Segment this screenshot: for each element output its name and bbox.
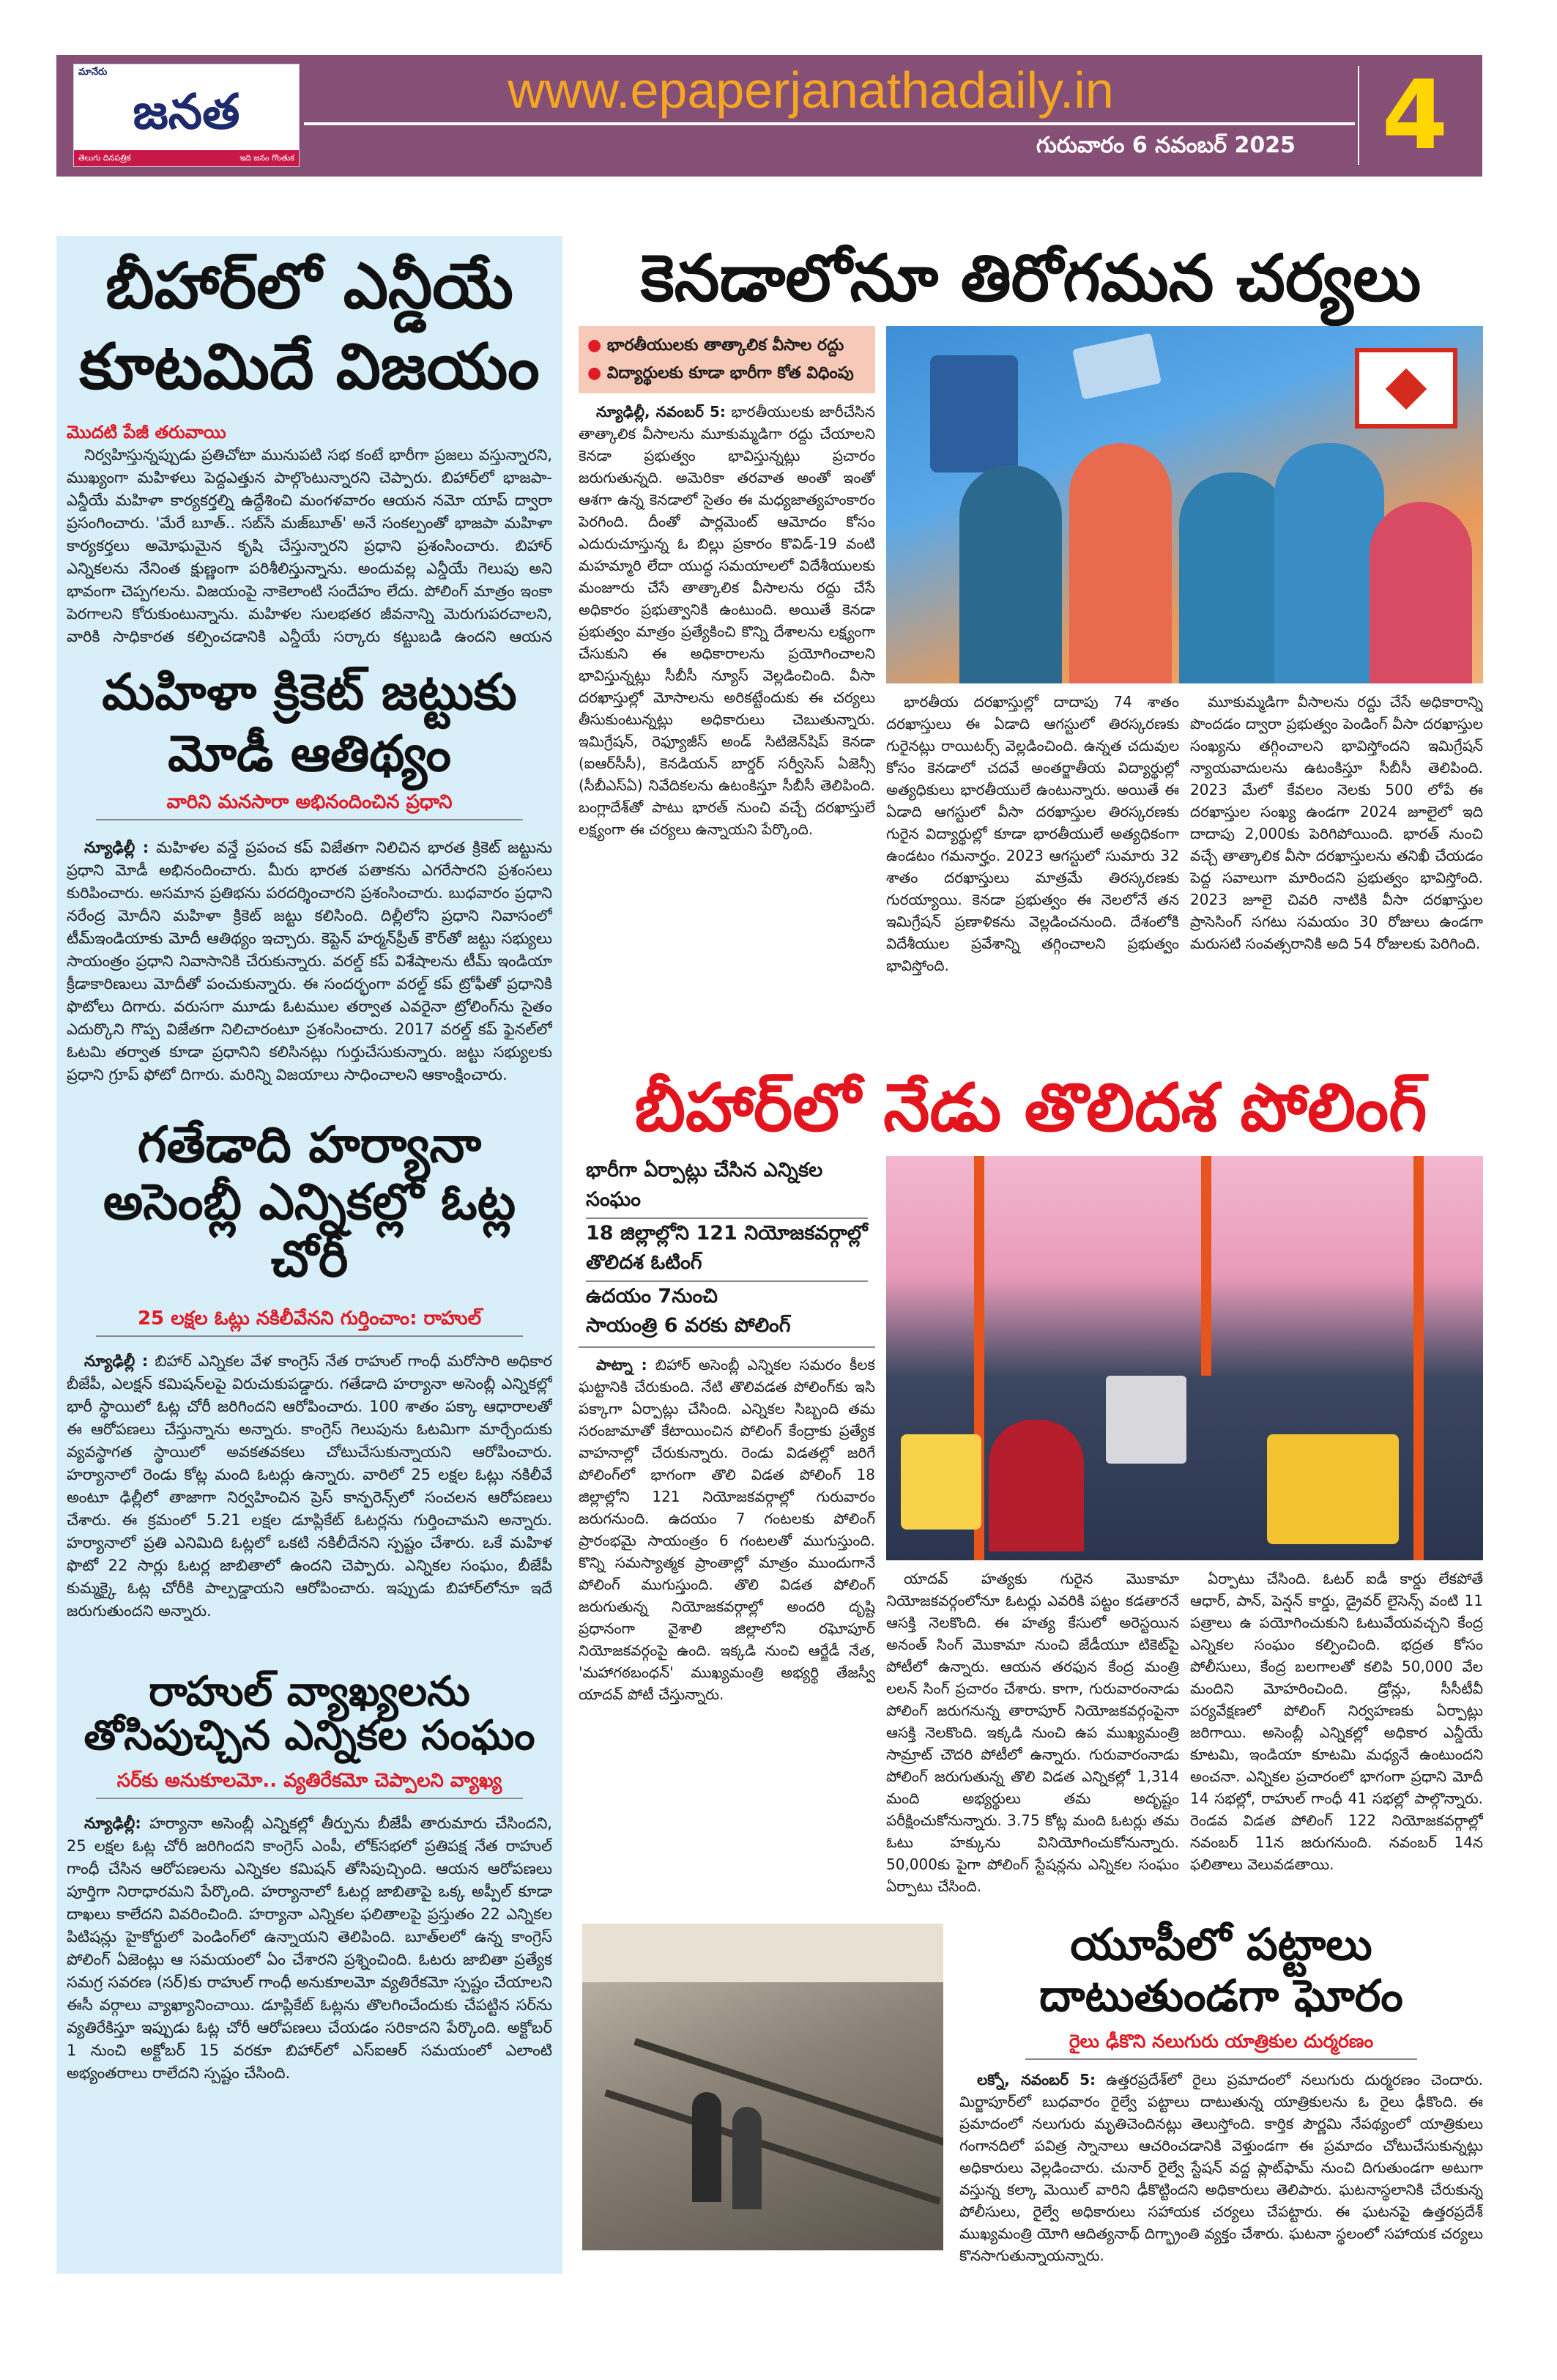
continued-kicker: మొదటి పేజీ తరువాయి	[67, 422, 226, 442]
paragraph-text: భారతీయ దరఖాస్తుల్లో దాదాపు 74 శాతం దరఖాస్తులు ఈ ఏడాది ఆగస్టులో తిరస్కరణకు గురైనట్లు రాయిటర్స్ వెల్లడించింది. ఉన్నత చదువుల కోసం కెనడాలో చదవే అంతర్జాతీయ విద్యార్థుల్లో అత్యధికులు భారతీయులే ఉంటున్నారు. అయితే ఈ ఏడాది ఆగస్టులో వీసా దరఖాస్తుల తిరస్కరణకు గురైన విద్యార్థుల్లో కూడా భారతీయులే అత్యధికంగా ఉండటం గమనార్హం. 2023 ఆగస్టులో సుమారు 32 శాతం దరఖాస్తులు మాత్రమే తిరస్కరణకు గురయ్యాయి. కెనడా ప్రభుత్వం ఈ నెలలోనే తన ఇమిగ్రేషన్ ప్రణాళికను వెల్లడించనుంది. దేశంలోకి విదేశీయుల ప్రవేశాన్ని తగ్గించాలని ప్రభుత్వం భావిస్తోంది.	[886, 693, 1179, 974]
paragraph-text: నిర్వహిస్తున్నప్పుడు ప్రతిచోటా మునుపటి సభ కంటే భారీగా ప్రజలు వస్తున్నారని, ముఖ్యంగా మహిళలు పెద్దఎత్తున పాల్గొంటున్నారని చెప్పారు. బిహార్‌లో భాజపా-ఎన్డీయే మహిళా కార్యకర్తల్ని ఉద్దేశించి మంగళవారం ఆయన నమో యాప్ ద్వారా ప్రసంగించారు. 'మేరే బూత్.. సబ్‌సే మజ్‌బూత్' అనే సంకల్పంతో భాజపా మహిళా కార్యకర్తలు అమోఘమైన కృషి చేస్తున్నారని ప్రధాని ప్రశంసించారు. బిహార్ ఎన్నికలను నేనింత క్షుణ్ణంగా పరిశీలిస్తున్నాను. అందువల్ల ఎన్డీయే గెలుపు అని భావంగా చెప్పగలను. విజయంపై నాకెలాంటి సందేహం లేదు. పోలింగ్ మాత్రం ఇంకా పెరగాలని కోరుకుంటున్నాను. మహిళల సులభతర జీవనాన్ని మెరుగుపరచాలని, వారికి సాధికారత కల్పించడానికి ఎన్డీయే సర్కారు కట్టుబడి ఉందని ఆయన	[67, 446, 552, 645]
paragraph	[886, 1568, 1179, 1897]
article-body	[1190, 691, 1483, 1059]
subheadline: 25 లక్షల ఓట్లు నకిలీవేనని గుర్తించాం: రాహుల్	[96, 1306, 523, 1337]
headline-haryana-votes: గతేడాది హర్యానా అసెంబ్లీ ఎన్నికల్లో ఓట్ల చోరీ	[103, 1116, 516, 1289]
site-url[interactable]: www.epaperjanathadaily.in	[508, 62, 1114, 119]
railway-track-photo	[582, 1924, 943, 2250]
canada-article	[579, 238, 1483, 1059]
paragraph	[886, 691, 1179, 976]
left-news-column	[56, 236, 562, 2274]
canada-highlights-box	[579, 326, 875, 393]
logo-tag-right: ఇది జనం గొంతుక	[239, 153, 294, 163]
divider	[304, 122, 1355, 125]
dateline: పాట్నా :	[596, 1356, 647, 1373]
article-body	[67, 444, 552, 650]
paragraph-text: ఏర్పాటు చేసింది. ఓటర్ ఐడీ కార్డు లేకపోతే ఆధార్, పాన్, పెన్షన్ కార్డు, డ్రైవర్ లైసెన్స్ వంటి 11 పత్రాలు ఉ పయోగించుకుని ఓటువేయవచ్చని కేంద్ర ఎన్నికల సంఘం కల్పించింది. భద్రత కోసం పోలీసులు, కేంద్ర బలగాలతో కలిపి 50,000 వేల మందిని మోహరించింది. డ్రోన్లు, సీసీటీవీ పర్యవేక్షణలో పోలింగ్ నిర్వహణకు ఏర్పాట్లు జరిగాయి. అసెంబ్లీ ఎన్నికల్లో అధికార ఎన్డీయే కూటమి, ఇండియా కూటమి మధ్యనే ఉంటుందని అంచనా. ఎన్నికల ప్రచారంలో భాగంగా ప్రధాని మోదీ 14 సభల్లో, రాహుల్ గాంధీ 41 సభల్లో పాల్గొన్నారు. రెండవ విడత పోలింగ్ 122 నియోజకవర్గాల్లో నవంబర్ 11న జరుగనుంది. నవంబర్ 14న ఫలితాలు వెలువడతాయి.	[1190, 1570, 1483, 1873]
canada-visa-illustration	[886, 326, 1483, 683]
paragraph	[67, 444, 552, 650]
paragraph-text: భారతీయులకు జారీచేసిన తాత్కాలిక వీసాలను మూకుమ్మడిగా రద్దు చేయాలని కెనడా ప్రభుత్వం భావిస్తున్నట్లు ప్రచారం జరుగుతున్నది. అమెరికా తరవాత అంతో ఇంతో ఆశగా ఉన్న కెనడాలో సైతం ఈ మధ్యజాత్యహంకారం పెరగింది. దీంతో పార్లమెంట్ ఆమోదం కోసం ఎదురుచూస్తున్న ఓ బిల్లు ప్రకారం కొవిడ్-19 వంటి మహమ్మారి లేదా యుద్ధ సమయాలలో విదేశీయులకు మంజూరు చేసే తాత్కాలిక వీసాలను రద్దు చేసే అధికారం ప్రభుత్వానికి ఉంటుంది. అయితే కెనడా ప్రభుత్వం మాత్రం ప్రత్యేకించి కొన్ని దేశాలను లక్ష్యంగా చేసుకుని ఈ అధికారాలను ప్రయోగించాలని భావిస్తున్నట్లు సీబీసీ న్యూస్ వెల్లడించింది. వీసా దరఖాస్తుల్లో మోసాలను అరికట్టేందుకు ఈ చర్యలు తీసుకుంటున్నట్లు అధికారులు చెబుతున్నారు. ఇమిగ్రేషన్, రెఫ్యూజీస్ అండ్ సిటిజెన్‌షిప్ కెనడా (ఐఆర్‌సీసీ), కెనడియన్ బార్డర్ సర్వీసెస్ ఏజెన్సీ (సీబీఎస్ఏ) నివేదికలను ఉటంకిస్తూ సీబీసీ తెలిపింది. బంగ్లాదేశ్‌తో పాటు భారత్ నుంచి వచ్చే దరఖాస్తులే లక్ష్యంగా ఈ చర్యలు ఉన్నాయని పేర్కొంది.	[579, 403, 875, 838]
dateline: న్యూఢిల్లీ :	[84, 1352, 149, 1370]
article-body	[886, 691, 1179, 1059]
polling-highlights	[579, 1156, 875, 1341]
subheadline: వారిని మనసారా అభినందించిన ప్రధాని	[96, 790, 523, 820]
article-body	[67, 1812, 552, 2266]
paragraph	[1190, 691, 1483, 954]
paragraph-text: మూకుమ్మడిగా వీసాలను రద్దు చేసే అధికారాన్ని పొందడం ద్వారా ప్రభుత్వం పెండింగ్ వీసా దరఖాస్తుల సంఖ్యను తగ్గించాలని భావిస్తోందని ఇమిగ్రేషన్ న్యాయవాదులను ఉటంకిస్తూ సీబీసీ తెలిపింది. 2023 మేలో కేవలం నెలకు 500 లోపే ఈ దరఖాస్తుల సంఖ్య ఉండగా 2024 జూలైలో ఇది దాదాపు 2,000కు పెరిగిపోయింది. భారత్ నుంచి వచ్చే తాత్కాలిక వీసా దరఖాస్తులను తనిఖీ చేయడం పెద్ద సవాలుగా మారిందని ప్రభుత్వం భావిస్తోంది. 2023 జూలై చివరి నాటికి వీసా దరఖాస్తుల ప్రాసెసింగ్ సగటు సమయం 30 రోజులు ఉండగా మరుసటి సంవత్సరానికి అది 54 రోజులకు పెరిగింది.	[1190, 693, 1483, 952]
dateline: న్యూఢిల్లీ, నవంబర్ 5:	[596, 403, 726, 420]
article-body	[579, 401, 875, 1059]
paragraph	[67, 1350, 552, 1623]
headline-canada: కెనడాలోనూ తిరోగమన చర్యలు	[640, 240, 1422, 316]
headline-bihar-nda: బీహార్‌లో ఎన్డీయే కూటమిదే విజయం	[79, 250, 540, 404]
bullet-icon: ●	[587, 336, 602, 355]
paragraph	[1190, 1568, 1483, 1875]
up-article	[959, 1919, 1483, 2271]
paragraph-text: బిహార్ అసెంబ్లీ ఎన్నికల సమరం కీలక ఘట్టానికి చేరుకుంది. నేటి తొలివడత పోలింగ్‌కు ఇసి పక్కాగా ఏర్పాట్లు చేసింది. ఎన్నికల సిబ్బంది తమ సరంజామాతో కేటాయించిన పోలింగ్ కేంద్రాకు ప్రత్యేక వాహనాల్లో చేరుకున్నారు. రెండు విడతల్లో జరిగే పోలింగ్‌లో భాగంగా తొలి విడత పోలింగ్ 18 జిల్లాల్లోని 121 నియోజకవర్గాల్లో గురువారం జరుగనుంది. ఉదయం 7 గంటలకు పోలింగ్ ప్రారంభమై సాయంత్రం 6 గంటలతో ముగుస్తుంది. కొన్ని సమస్యాత్మక ప్రాంతాల్లో మాత్రం ముందుగానే పోలింగ్ ముగుస్తుంది. తొలి విడత పోలింగ్ జరుగుతున్న నియోజకవర్గాల్లో అందరి దృష్టి ప్రధానంగా వైశాలి జిల్లాలోని రఘోపూర్ నియోజకవర్గంపై ఉంది. ఇక్కడి నుంచి ఆర్జేడీ నేత, 'మహాగఠబంధన్' ముఖ్యమంత్రి అభ్యర్థి తేజస్వీ యాదవ్ పోటీ చేస్తున్నారు.	[579, 1356, 875, 1703]
dateline: లక్నో, నవంబర్ 5:	[977, 2071, 1096, 2088]
polling-station-photo	[886, 1156, 1483, 1560]
issue-date: గురువారం 6 నవంబర్ 2025	[1036, 133, 1296, 158]
paragraph-text: బిహార్ ఎన్నికల వేళ కాంగ్రెస్ నేత రాహుల్ గాంధీ మరోసారి అధికార బీజేపీ, ఎలక్షన్ కమిషన్‌లపై విరుచుకుపడ్డారు. గతేడాది హర్యానా అసెంబ్లీ ఎన్నికల్లో భారీ స్థాయిలో ఓట్ల చోరీ జరిగిందని ఆరోపించారు. 100 శాతం పక్కా ఆధారాలతో ఈ ఆరోపణలు చేస్తున్నాను అన్నారు. కాంగ్రెస్ గెలుపును ఓటమిగా మార్చేందుకు వ్యవస్థాగత స్థాయిలో అవకతవకలు చోటుచేసుకున్నాయని ఆరోపించారు. హర్యానాలో రెండు కోట్ల మంది ఓటర్లు ఉన్నారు. వారిలో 25 లక్షల ఓట్లు నకిలీవే అంటూ ఢిల్లీలో తాజాగా నిర్వహించిన ప్రెస్ కాన్ఫరెన్స్‌లో సంచలన ఆరోపణలు చేశారు. ఈ క్రమంలో 5.21 లక్షల డూప్లికేట్ ఓటర్లను గుర్తించామని అన్నారు. హర్యానాలో ప్రతి ఎనిమిది ఓట్లలో ఒకటి నకిలీదేనని స్పష్టం చేశారు. ఒకే మహిళ ఫొటో 22 సార్లు ఓటర్ల జాబితాలో ఉందని చెప్పారు. ఎన్నికల సంఘం, బీజేపీ కుమ్మక్కై ఓట్ల చోరీకి పాల్పడ్డాయని ఆరోపించారు. ఇప్పుడు బిహార్‌లోనూ ఇదే జరుగుతుందని అన్నారు.	[67, 1352, 552, 1620]
highlight-text: భారతీయులకు తాత్కాలిక వీసాల రద్దు	[606, 336, 844, 355]
article-body	[886, 1568, 1179, 1908]
paragraph	[579, 1354, 875, 1705]
article-body	[1190, 1568, 1483, 1908]
dateline: న్యూఢిల్లీ :	[84, 839, 149, 856]
highlight-text: 18 జిల్లాల్లోని 121 నియోజకవర్గాల్లో తొలిదశ ఓటింగ్	[586, 1219, 868, 1282]
masthead	[56, 55, 1482, 177]
headline-ec-rejects: రాహుల్ వ్యాఖ్యలను తోసిపుచ్చిన ఎన్నికల సంఘం	[83, 1667, 535, 1760]
newspaper-logo	[73, 64, 300, 167]
subheadline: సర్‌కు అనుకూలమో.. వ్యతిరేకమో చెప్పాలని వ్యాఖ్య	[96, 1768, 523, 1799]
paragraph-text: యాదవ్ హత్యకు గురైన మొకామా నియోజకవర్గంలోనూ ఓటర్లు ఎవరికి పట్టం కడతారనే ఆసక్తి నెలకొంది. ఈ హత్య కేసులో అరెస్టయిన అనంత్ సింగ్ మొకామా నుంచి జేడీయూ టికెట్‌పై పోటీలో ఉన్నారు. ఆయన తరఫున కేంద్ర మంత్రి లలన్ సింగ్ ప్రచారం చేశారు. కాగా, గురువారంనాడు పోలింగ్ జరుగనున్న తారాపూర్ నియోజకవర్గంపైనా ఆసక్తి నెలకొంది. ఇక్కడి నుంచి ఉప ముఖ్యమంత్రి సామ్రాట్ చౌదరి పోటీలో ఉన్నారు. గురువారంనాడు పోలింగ్ జరుగుతున్న తొలి విడత ఎన్నికల్లో 1,314 మంది అభ్యర్థులు తమ అదృష్టం పరీక్షించుకోనున్నారు. 3.75 కోట్ల మంది ఓటర్లు తమ ఓటు హక్కును వినియోగించుకోనున్నారు. 50,000కు పైగా పోలింగ్ స్టేషన్లను ఎన్నికల సంఘం ఏర్పాటు చేసింది.	[886, 1570, 1179, 1895]
paragraph-text: మహిళల వన్డే ప్రపంచ కప్ విజేతగా నిలిచిన భారత క్రికెట్ జట్టును ప్రధాని మోడీ అభినందించారు. మీరు భారత పతాకను ఎగరేసారని ప్రశంసలు కురిపించారు. అసమాన ప్రతిభను పరదర్శించారని ప్రశంసించారు. బుధవారం ప్రధాని నరేంద్ర మోదీని మహిళా క్రికెట్ జట్టు కలిసింది. దిల్లీలోని ప్రధాని నివాసంలో టీమ్‌ఇండియాకు మోదీ ఆతిథ్యం ఇచ్చారు. కెప్టెన్ హర్మన్‌ప్రీత్ కౌర్‌తో జట్టు సభ్యులు సాయంత్రం ప్రధాని నివాసానికి చేరుకున్నారు. వరల్డ్ కప్ విశేషాలను టీమ్ ఇండియా క్రీడాకారిణులు మోదీతో పంచుకున్నారు. ఈ సందర్భంగా వరల్డ్ కప్ ట్రోఫీతో ప్రధానికి ఫొటోలు దిగారు. వరుసగా మూడు ఓటముల తర్వాత ఎవరైనా ట్రోలింగ్‌ను సైతం ఎదుర్కొని గొప్ప విజేతగా నిలిచారంటూ ప్రశంసించారు. 2017 వరల్డ్ కప్ ఫైనల్‌లో ఓటమి తర్వాత కూడా ప్రధానిని కలిసినట్లు గుర్తుచేసుకున్నారు. జట్టు సభ్యులకు ప్రధాని గ్రూప్ ఫోటో దిగారు. మరిన్ని విజయాలు సాధించాలని ఆకాంక్షించారు.	[67, 839, 552, 1083]
highlight-item	[587, 360, 866, 388]
page-number: 4	[1381, 59, 1449, 171]
article-body	[959, 2069, 1483, 2271]
headline-up-train: యూపీలో పట్టాలు దాటుతుండగా ఘోరం	[1039, 1919, 1403, 2022]
paragraph	[67, 837, 552, 1086]
headline-bihar-polling: బీహార్‌లో నేడు తొలిదశ పోలింగ్	[634, 1069, 1427, 1146]
subheadline: రైలు ఢీకొని నలుగురు యాత్రికుల దుర్మరణం	[1025, 2029, 1417, 2060]
logo-tagline	[74, 150, 299, 166]
paragraph	[579, 401, 875, 840]
paragraph	[959, 2069, 1483, 2266]
article-body	[579, 1346, 875, 1908]
bullet-icon: ●	[587, 364, 602, 382]
dateline: న్యూఢిల్లీ:	[84, 1814, 141, 1832]
highlight-text: సాయంత్రి 6 వరకు పోలింగ్	[586, 1314, 791, 1337]
logo-top-text: మానేరు	[78, 67, 108, 78]
polling-article	[579, 1066, 1483, 1908]
divider	[1358, 66, 1359, 165]
paragraph-text: హర్యానా అసెంబ్లీ ఎన్నికల్లో తీర్పును బీజేపీ తారుమారు చేసిందని, 25 లక్షల ఓట్ల చోరీ జరిగిందని కాంగ్రెస్ ఎంపీ, లోక్‌సభలో ప్రతిపక్ష నేత రాహుల్ గాంధీ చేసిన ఆరోపణలను ఎన్నికల కమిషన్ తోసిపుచ్చింది. ఆయన ఆరోపణలు పూర్తిగా నిరాధారమని పేర్కొంది. హర్యానాలో ఓటర్ల జాబితాపై ఒక్క అప్పీల్ కూడా దాఖలు కాలేదని వివరించింది. హర్యానా ఎన్నికల ఫలితాలపై ప్రస్తుతం 22 ఎన్నికల పిటిషన్లు హైకోర్టులో పెండింగ్‌లో ఉన్నాయని తెలిపింది. బూత్‌లలో ఉన్న కాంగ్రెస్ పోలింగ్ ఏజెంట్లు ఆ సమయంలో ఏం చేశారని ప్రశ్నించింది. ఓటరు జాబితా ప్రత్యేక సమగ్ర సవరణ (సర్)కు రాహుల్ గాంధీ అనుకూలమో వ్యతిరేకమో స్పష్టం చేయాలని ఈసీ వర్గాలు వ్యాఖ్యానించాయి. డూప్లికేట్ ఓట్లను తొలగించేందుకు చేపట్టిన సర్‌ను వ్యతిరేకిస్తూ ఇప్పుడు ఓట్ల చోరీ ఆరోపణలు చేయడం సరికాదని పేర్కొంది. అక్టోబర్ 1 నుంచి అక్టోబర్ 15 వరకూ బిహార్‌లో ఎస్ఐఆర్ సమయంలో ఎలాంటి అభ్యంతరాలు రాలేదని స్పష్టం చేసింది.	[67, 1814, 552, 2082]
article-body	[67, 1350, 552, 1660]
paragraph-text: ఉత్తరప్రదేశ్‌లో రైలు ప్రమాదంలో నలుగురు దుర్మరణం చెందారు. మిర్జాపూర్‌లో బుధవారం రైల్వే పట్టాలు దాటుతున్న యాత్రికులను ఓ రైలు ఢీకొంది. ఈ ప్రమాదంలో నలుగురు మృతిచెందినట్లు తెలుస్తోంది. కార్తిక పౌర్ణమి నేపథ్యంలో యాత్రికులు గంగానదిలో పవిత్ర స్నానాలు ఆచరించడానికి వెళ్తుండగా ఈ ప్రమాదం చోటుచేసుకున్నట్లు అధికారులు వెల్లడించారు. చునార్ రైల్వే స్టేషన్ వద్ద ప్లాట్‌ఫామ్ నుంచి దిగుతుండగా అటుగా వస్తున్న కల్కా మెయిల్ వారిని ఢీకొట్టిందని అధికారులు తెలిపారు. ఘటనాస్థలానికి చేరుకున్న పోలీసులు, రైల్వే అధికారులు సహాయక చర్యలు చేపట్టారు. ఈ ఘటనపై ఉత్తరప్రదేశ్ ముఖ్యమంత్రి యోగి ఆదిత్యనాథ్ దిగ్భ్రాంతి వ్యక్తం చేశారు. ఘటనా స్థలంలో సహాయక చర్యలు కొనసాగుతున్నాయన్నారు.	[959, 2071, 1483, 2264]
paragraph	[67, 1812, 552, 2085]
article-body	[67, 837, 552, 1105]
logo-tag-left: తెలుగు దినపత్రిక	[78, 153, 131, 163]
logo-name: జనత	[133, 84, 240, 140]
highlight-text: విద్యార్థులకు కూడా భారీగా కోత విధింపు	[606, 364, 854, 382]
highlight-text: భారీగా ఏర్పాట్లు చేసిన ఎన్నికల సంఘం	[586, 1156, 868, 1219]
highlight-text: ఉదయం 7నుంచి	[586, 1285, 718, 1308]
headline-cricket: మహిళా క్రికెట్ జట్టుకు మోడీ ఆతిథ్యం	[102, 664, 517, 783]
highlight-item	[587, 332, 866, 360]
